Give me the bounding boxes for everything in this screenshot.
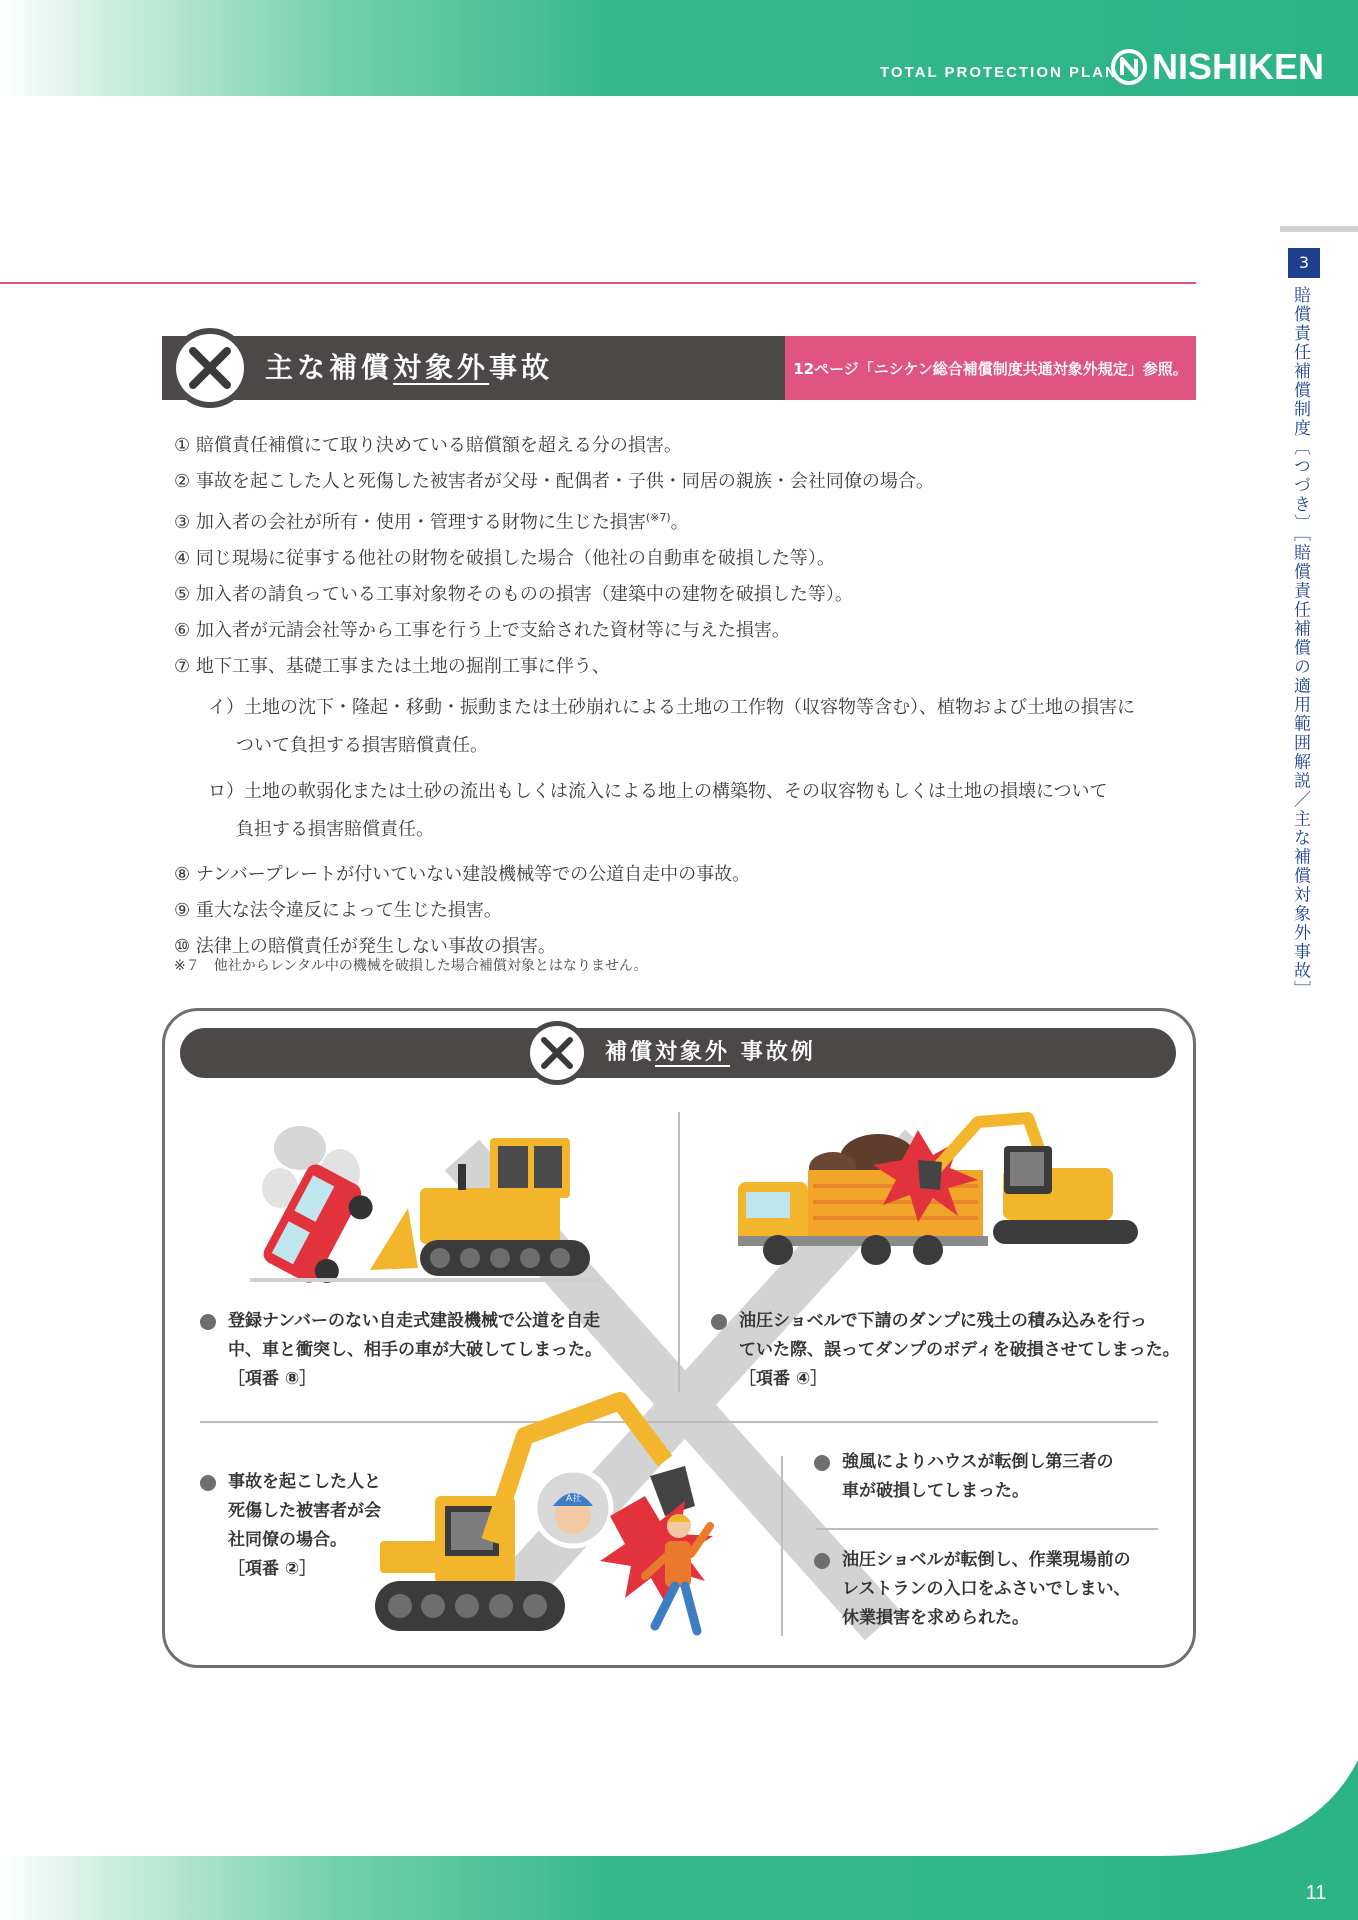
- examples-title: 補償対象外 事故例: [605, 1040, 816, 1065]
- example-case-4: 強風によりハウスが転倒し第三者の 車が破損してしまった。: [842, 1448, 1114, 1506]
- company-logo: [1110, 48, 1324, 86]
- list-item: ⑥ 加入者が元請会社等から工事を行う上で支給された資材等に与えた損害。: [174, 620, 790, 641]
- example-case-3: 事故を起こした人と 死傷した被害者が会 社同僚の場合。 ［項番 ②］: [228, 1468, 381, 1584]
- worker-badge: A社: [566, 1494, 582, 1504]
- footnote-ref: (※7): [645, 511, 671, 524]
- divider: [781, 1456, 783, 1636]
- sub-item-continued: 負担する損害賠償責任。: [236, 819, 434, 840]
- page-number: 11: [1305, 1882, 1327, 1904]
- list-item: ⑧ ナンバープレートが付いていない建設機械等での公道自走中の事故。: [174, 864, 751, 885]
- footnote: ※７ 他社からレンタル中の機械を破損した場合補償対象とはなりません。: [174, 958, 648, 974]
- list-item: ① 賠償責任補償にて取り決めている賠償額を超える分の損害。: [174, 435, 682, 456]
- sub-item: ロ）土地の軟弱化または土砂の流出もしくは流入による地上の構築物、その収容物もしくは土地の損壊について: [208, 781, 1108, 802]
- list-item: ③ 加入者の会社が所有・使用・管理する財物に生じた損害$^{(※7)}$。: [174, 511, 689, 533]
- logo-mark-icon: [1110, 48, 1148, 86]
- list-item: ⑩ 法律上の賠償責任が発生しない事故の損害。: [174, 936, 556, 957]
- bullet-icon: [711, 1314, 727, 1330]
- excavator-worker-accident-illustration: [375, 1376, 775, 1646]
- example-case-2: 油圧ショベルで下請のダンプに残土の積み込みを行っ ていた際、誤ってダンプのボディを破損させてしまった。 ［項番 ④］: [739, 1307, 1180, 1394]
- example-case-5: 油圧ショベルが転倒し、作業現場前の レストランの入口をふさいでしまい、 休業損害を求められた。: [842, 1546, 1131, 1633]
- chapter-number: 3: [1288, 248, 1320, 278]
- excavator-dump-truck-illustration: [728, 1110, 1138, 1270]
- bulldozer-collision-illustration: [240, 1118, 610, 1288]
- list-item: ④ 同じ現場に従事する他社の財物を破損した場合（他社の自動車を破損した等）。: [174, 548, 835, 569]
- bullet-icon: [200, 1314, 216, 1330]
- cross-mark-icon: [168, 326, 252, 410]
- divider: [678, 1112, 680, 1392]
- chapter-vertical-title: 賠償責任補償制度〔つづき〕［賠償責任補償の適用範囲解説／主な補償対象外事故］: [1290, 286, 1310, 1000]
- section-title: 主な補償対象外事故: [265, 351, 554, 384]
- divider: [816, 1528, 1158, 1530]
- list-item: ⑨ 重大な法令違反によって生じた損害。: [174, 900, 502, 921]
- sub-item-continued: ついて負担する損害賠償責任。: [236, 735, 488, 756]
- bullet-icon: [200, 1475, 216, 1491]
- logo-text: NISHIKEN: [1152, 46, 1325, 87]
- footer-band: [0, 1856, 1358, 1920]
- sub-item: イ）土地の沈下・隆起・移動・振動または土砂崩れによる土地の工作物（収容物等含む）、植物および土地の損害に: [208, 697, 1135, 718]
- list-item: ⑦ 地下工事、基礎工事または土地の掘削工事に伴う、: [174, 656, 610, 677]
- list-item: ② 事故を起こした人と死傷した被害者が父母・配偶者・子供・同居の親族・会社同僚の場合。: [174, 471, 934, 492]
- example-case-1: 登録ナンバーのない自走式建設機械で公道を自走 中、車と衝突し、相手の車が大破してしまった。 ［項番 ⑧］: [228, 1307, 602, 1394]
- section-divider: [0, 282, 1196, 284]
- sub-list: [174, 689, 1204, 857]
- cross-mark-icon: [524, 1020, 590, 1086]
- bullet-icon: [814, 1553, 830, 1569]
- reference-note: 12ページ「ニシケン総合補償制度共通対象外規定」参照。: [785, 336, 1196, 400]
- list-item: ⑤ 加入者の請負っている工事対象物そのものの損害（建築中の建物を破損した等）。: [174, 584, 853, 605]
- exclusion-list: [174, 428, 1204, 965]
- bullet-icon: [814, 1455, 830, 1471]
- side-tab-marker: [1280, 226, 1358, 232]
- header-tagline: TOTAL PROTECTION PLAN: [880, 64, 1118, 81]
